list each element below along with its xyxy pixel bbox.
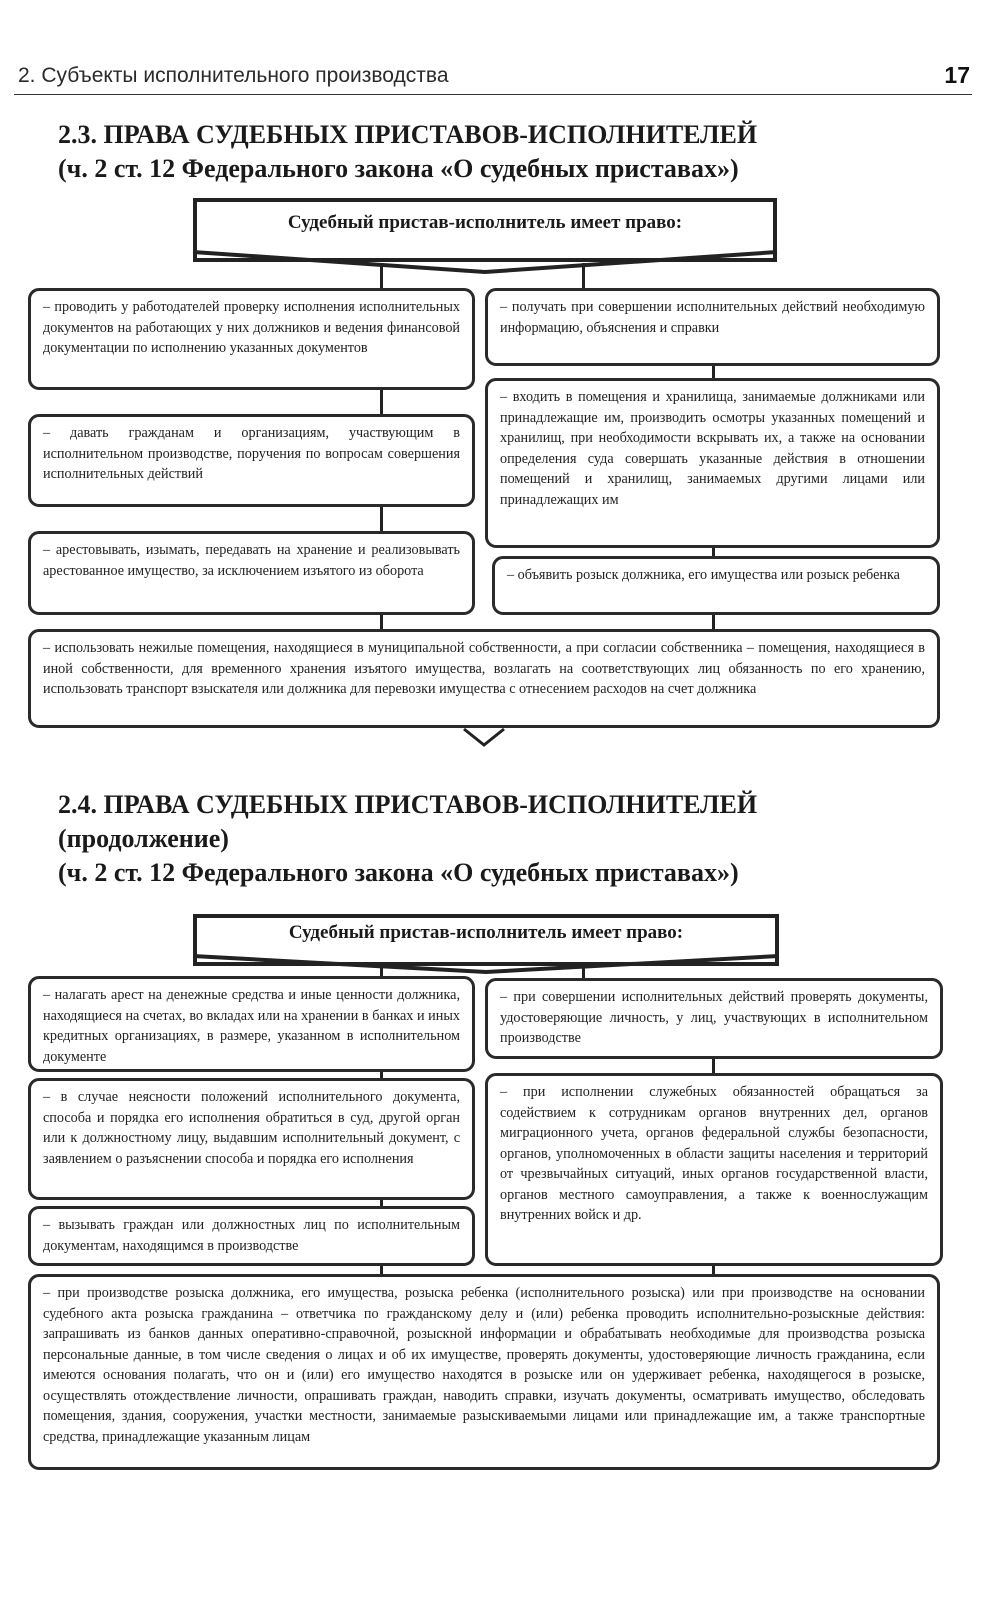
section-2-item-1-text: – налагать арест на денежные средства и иные ценности должника, находящиеся на счетах, во вкладах или на хранении в банках и иных кредитных организациях, в размере, указанном в исполнительном документе bbox=[43, 987, 460, 1065]
section-2-box-chevron bbox=[193, 956, 779, 972]
section-2-item-3-text: – в случае неясности положений исполнительного документа, способа и порядка его исполнения обратиться в суд, другой орган или к должностному лицу, выдавшим исполнительный документ, с заявлением о разъяснении способа и порядка его исполнения bbox=[43, 1089, 460, 1167]
down-arrow-icon bbox=[464, 729, 504, 745]
section-1-item-3-text: – давать гражданам и организациям, участвующим в исполнительном производстве, поручения по вопросам совершения исполнительных действий bbox=[43, 425, 460, 482]
section-1-item-4-text: – входить в помещения и хранилища, занимаемые должниками или принадлежащие им, производить осмотры указанных помещений и хранилищ, при необходимости вскрывать их, а также на основании определения суда совершать указанные действия в отношении помещений и хранилищ, занимаемых другими лицами или принадлежащих им bbox=[500, 389, 925, 508]
section-1-item-7-text: – использовать нежилые помещения, находящиеся в муниципальной собственности, а при согласии собственника – помещения, находящиеся в иной собственности, для временного хранения изъятого имущества, возлагать на соответствующих лиц обязанность по его хранению, использовать транспорт взыскателя или должника для перевозки имущества с отнесением расходов на счет должника bbox=[43, 640, 925, 697]
section-1-item-6-text: – объявить розыск должника, его имущества или розыск ребенка bbox=[507, 567, 900, 583]
section-2-item-2-text: – при совершении исполнительных действий проверять документы, удостоверяющие личность, у лиц, участвующих в исполнительном производстве bbox=[500, 989, 928, 1046]
section-2-item-4-text: – при исполнении служебных обязанностей обращаться за содействием к сотрудникам органов внутренних дел, органов миграционного учета, органов федеральной службы безопасности, органов, уполномоченных в области защиты населения и территорий от чрезвычайных ситуаций, иных органов государственной власти, органов местного самоуправления, а также к военнослужащим внутренних войск и др. bbox=[500, 1084, 928, 1223]
section-2-item-6-text: – при производстве розыска должника, его имущества, розыска ребенка (исполнительного розыска) или при производстве на основании судебного акта розыска гражданина – ответчика по гражданскому делу и (или) ребенка проводить исполнительно-розыскные действия: запрашивать из банков данных оперативно-справочной, розыскной информации и обрабатывать необходимые для производства розыска персональные данные, в том числе сведения о лицах и об их имуществе, проверять документы, удостоверяющие личность гражданина, если имеются основания полагать, что он и (или) его имущество находятся в розыске или он удерживает ребенка, находящегося в розыске, осуществлять отождествление личности, опрашивать граждан, наводить справки, изучать документы, осматривать имущество, обследовать помещения, здания, сооружения, участки местности, занимаемые разыскиваемыми лицами или принадлежащие им, а также транспортные средства, принадлежащие указанным лицам bbox=[43, 1285, 925, 1445]
section-2-main-box-label: Судебный пристав-исполнитель имеет право: bbox=[288, 922, 684, 943]
section-1-title: 2.3. ПРАВА СУДЕБНЫХ ПРИСТАВОВ-ИСПОЛНИТЕЛЕЙ bbox=[58, 120, 758, 149]
section-2-title: 2.4. ПРАВА СУДЕБНЫХ ПРИСТАВОВ-ИСПОЛНИТЕЛЕЙ bbox=[58, 790, 758, 819]
section-2-continued: (продолжение) bbox=[58, 824, 229, 853]
section-1-item-5-text: – арестовывать, изымать, передавать на хранение и реализовывать арестованное имущество, за исключением изъятого из оборота bbox=[43, 542, 460, 579]
section-2-subtitle: (ч. 2 ст. 12 Федерального закона «О судебных приставах») bbox=[58, 858, 739, 887]
section-1-main-box-label: Судебный пристав-исполнитель имеет право: bbox=[287, 212, 683, 233]
section-1-item-1-text: – проводить у работодателей проверку исполнения исполнительных документов на работающих у них должников и ведения финансовой документации по исполнению указанных документов bbox=[43, 299, 460, 356]
section-1-item-2-text: – получать при совершении исполнительных действий необходимую информацию, объяснения и справки bbox=[500, 299, 925, 336]
section-1-subtitle: (ч. 2 ст. 12 Федерального закона «О судебных приставах») bbox=[58, 154, 739, 183]
page-number: 17 bbox=[944, 62, 970, 88]
chapter-title: 2. Субъекты исполнительного производства bbox=[18, 64, 449, 87]
section-1-box-chevron bbox=[193, 252, 777, 272]
section-2-item-5-text: – вызывать граждан или должностных лиц по исполнительным документам, находящимся в производстве bbox=[43, 1217, 460, 1254]
